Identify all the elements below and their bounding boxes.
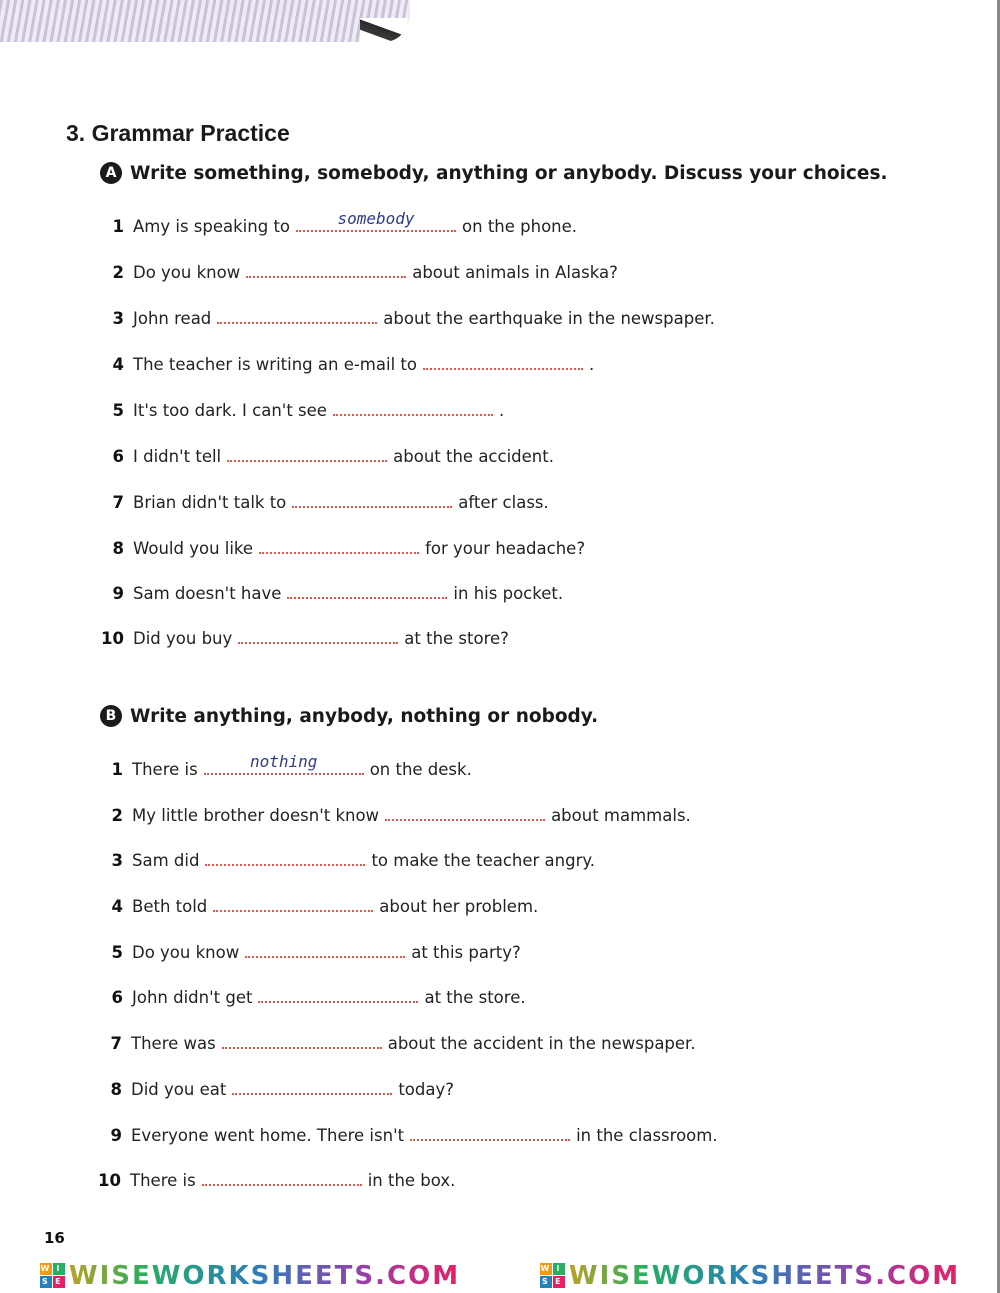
item-text-before: My little brother doesn't know bbox=[132, 806, 380, 825]
answer-blank[interactable] bbox=[202, 1166, 362, 1186]
item-text-after: in his pocket. bbox=[453, 584, 564, 603]
item-number: 8 bbox=[110, 1080, 122, 1099]
item-text-before: Did you buy bbox=[133, 629, 233, 648]
list-item bbox=[100, 488, 549, 512]
item-text-before: The teacher is writing an e-mail to bbox=[133, 355, 417, 374]
list-item bbox=[100, 442, 554, 466]
page-curl-graphic bbox=[360, 18, 408, 42]
answer-blank[interactable] bbox=[259, 534, 419, 554]
logo-letter: S bbox=[40, 1276, 52, 1288]
list-item bbox=[99, 846, 595, 870]
logo-letter: W bbox=[540, 1264, 552, 1273]
item-text-before: Brian didn't talk to bbox=[133, 493, 287, 512]
list-item bbox=[100, 350, 594, 374]
watermark bbox=[40, 1261, 460, 1291]
item-text-before: Beth told bbox=[132, 897, 208, 916]
item-text-after: about the accident in the newspaper. bbox=[387, 1034, 696, 1053]
item-number: 7 bbox=[112, 493, 124, 512]
list-item bbox=[97, 1166, 455, 1190]
list-item bbox=[99, 983, 526, 1007]
item-text-after: about her problem. bbox=[379, 897, 539, 916]
logo-letter: E bbox=[553, 1276, 565, 1288]
answer-blank[interactable] bbox=[217, 304, 377, 324]
list-item bbox=[100, 209, 578, 236]
watermark bbox=[540, 1261, 960, 1291]
item-text-before: Did you eat bbox=[131, 1080, 227, 1099]
item-text-before: Do you know bbox=[133, 263, 241, 282]
list-item bbox=[98, 1075, 454, 1099]
instruction-a bbox=[100, 162, 887, 184]
logo-letter: E bbox=[53, 1276, 65, 1288]
instruction-b bbox=[100, 705, 598, 727]
handwritten-answer: nothing bbox=[249, 752, 318, 771]
watermark-footer bbox=[0, 1258, 1000, 1293]
item-number: 4 bbox=[111, 897, 123, 916]
logo-letter: I bbox=[53, 1263, 65, 1275]
item-text-after: in the classroom. bbox=[576, 1126, 718, 1145]
watermark-logo-icon bbox=[540, 1263, 565, 1288]
list-item bbox=[100, 258, 618, 282]
item-text-before: It's too dark. I can't see bbox=[133, 401, 327, 420]
item-text-after: about the earthquake in the newspaper. bbox=[383, 309, 715, 328]
item-text-after: in the box. bbox=[367, 1171, 456, 1190]
item-number: 9 bbox=[110, 1126, 122, 1145]
item-text-after: about animals in Alaska? bbox=[412, 263, 618, 282]
handwritten-answer: somebody bbox=[337, 209, 415, 228]
item-number: 5 bbox=[111, 943, 123, 962]
item-text-after: at the store. bbox=[424, 988, 526, 1007]
item-text-before: Everyone went home. There isn't bbox=[131, 1126, 405, 1145]
item-number: 3 bbox=[111, 851, 123, 870]
item-number: 9 bbox=[112, 584, 124, 603]
item-text-after: about mammals. bbox=[551, 806, 691, 825]
watermark-logo-icon bbox=[40, 1263, 65, 1288]
badge-a: A bbox=[100, 162, 122, 184]
item-number: 5 bbox=[112, 401, 124, 420]
item-text-after: after class. bbox=[458, 493, 549, 512]
answer-blank[interactable] bbox=[204, 752, 364, 775]
item-number: 10 bbox=[101, 629, 124, 648]
item-text-before: There was bbox=[131, 1034, 216, 1053]
item-text-after: . bbox=[498, 401, 505, 420]
list-item bbox=[98, 1029, 696, 1053]
list-item bbox=[98, 1121, 718, 1145]
item-text-before: John didn't get bbox=[132, 988, 253, 1007]
answer-blank[interactable] bbox=[410, 1121, 570, 1141]
answer-blank[interactable] bbox=[232, 1075, 392, 1095]
answer-blank[interactable] bbox=[296, 209, 456, 232]
badge-b: B bbox=[100, 705, 122, 727]
logo-letter: S bbox=[540, 1276, 552, 1288]
answer-blank[interactable] bbox=[385, 801, 545, 821]
item-text-before: Would you like bbox=[133, 539, 254, 558]
item-text-after: for your headache? bbox=[425, 539, 586, 558]
item-text-after: at this party? bbox=[411, 943, 521, 962]
answer-blank[interactable] bbox=[246, 258, 406, 278]
item-number: 7 bbox=[110, 1034, 122, 1053]
item-text-after: . bbox=[588, 355, 595, 374]
answer-blank[interactable] bbox=[213, 892, 373, 912]
section-title: 3. Grammar Practice bbox=[66, 120, 290, 146]
item-text-after: to make the teacher angry. bbox=[371, 851, 596, 870]
list-item bbox=[99, 752, 472, 779]
answer-blank[interactable] bbox=[423, 350, 583, 370]
answer-blank[interactable] bbox=[333, 396, 493, 416]
item-text-after: on the phone. bbox=[462, 217, 578, 236]
watermark-text: WISEWORKSHEETS.COM bbox=[68, 1260, 461, 1291]
answer-blank[interactable] bbox=[292, 488, 452, 508]
instruction-b-text: Write anything, anybody, nothing or nobody. bbox=[130, 705, 599, 727]
answer-blank[interactable] bbox=[222, 1029, 382, 1049]
item-number: 6 bbox=[111, 988, 123, 1007]
item-number: 6 bbox=[112, 447, 124, 466]
item-text-before: I didn't tell bbox=[133, 447, 222, 466]
answer-blank[interactable] bbox=[238, 624, 398, 644]
item-text-before: Sam did bbox=[132, 851, 200, 870]
item-text-before: Do you know bbox=[132, 943, 240, 962]
item-text-before: There is bbox=[130, 1171, 196, 1190]
item-number: 8 bbox=[112, 539, 124, 558]
logo-letter: I bbox=[553, 1263, 565, 1275]
instruction-a-text: Write something, somebody, anything or anybody. Discuss your choices. bbox=[130, 162, 888, 184]
list-item bbox=[100, 534, 585, 558]
list-item bbox=[99, 801, 691, 825]
item-text-after: about the accident. bbox=[393, 447, 554, 466]
list-item bbox=[100, 579, 563, 603]
item-text-before: Sam doesn't have bbox=[133, 584, 282, 603]
answer-blank[interactable] bbox=[205, 846, 365, 866]
header-banner-graphic bbox=[0, 0, 410, 42]
list-item bbox=[99, 938, 521, 962]
answer-blank[interactable] bbox=[287, 579, 447, 599]
item-number: 2 bbox=[112, 263, 124, 282]
item-text-before: Amy is speaking to bbox=[133, 217, 291, 236]
item-text-before: John read bbox=[133, 309, 212, 328]
item-number: 1 bbox=[111, 760, 123, 779]
list-item bbox=[100, 624, 509, 648]
item-text-before: There is bbox=[132, 760, 198, 779]
item-number: 10 bbox=[98, 1171, 121, 1190]
item-text-after: on the desk. bbox=[369, 760, 472, 779]
item-number: 3 bbox=[112, 309, 124, 328]
list-item bbox=[100, 304, 715, 328]
answer-blank[interactable] bbox=[227, 442, 387, 462]
item-number: 1 bbox=[112, 217, 124, 236]
item-text-after: at the store? bbox=[404, 629, 509, 648]
answer-blank[interactable] bbox=[245, 938, 405, 958]
item-number: 4 bbox=[112, 355, 124, 374]
item-text-after: today? bbox=[398, 1080, 454, 1099]
list-item bbox=[100, 396, 504, 420]
answer-blank[interactable] bbox=[258, 983, 418, 1003]
watermark-text: WISEWORKSHEETS.COM bbox=[568, 1260, 961, 1291]
page-number: 16 bbox=[44, 1229, 65, 1247]
item-number: 2 bbox=[111, 806, 123, 825]
list-item bbox=[99, 892, 538, 916]
logo-letter: W bbox=[40, 1264, 52, 1273]
